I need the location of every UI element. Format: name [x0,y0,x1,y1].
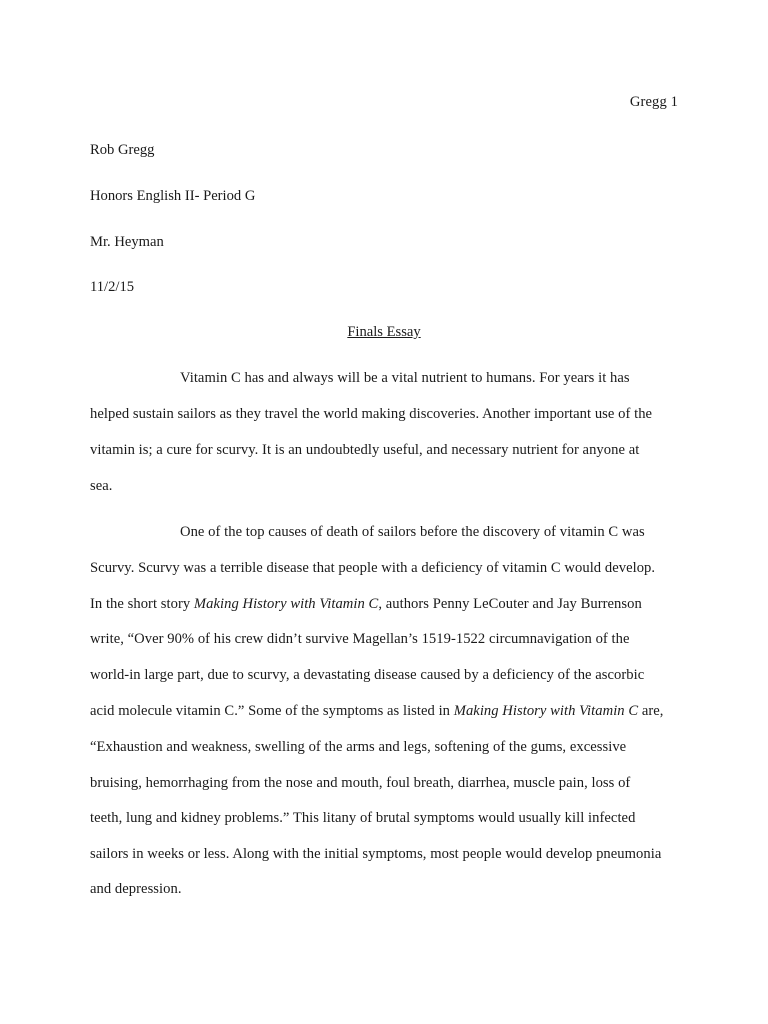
text-run: In the short story [90,596,194,612]
essay-title: Finals Essay [347,324,421,340]
paragraph-line [90,596,642,613]
running-head: Gregg 1 [629,94,678,110]
paragraph-line: bruising, hemorrhaging from the nose and mouth, foul breath, diarrhea, muscle pain, loss of [90,775,631,791]
teacher-name: Mr. Heyman [90,234,164,250]
paragraph-line: write, “Over 90% of his crew didn’t survive Magellan’s 1519-1522 circumnavigation of the [90,631,630,647]
paragraph-line: sea. [90,478,113,494]
text-run: , authors Penny LeCouter and Jay Burrenson [378,596,642,612]
course-name: Honors English II- Period G [90,188,256,204]
paragraph-line: vitamin is; a cure for scurvy. It is an undoubtedly useful, and necessary nutrient for anyone at [90,442,640,458]
text-run: are, [638,703,664,719]
essay-date: 11/2/15 [90,279,135,295]
paragraph-line: “Exhaustion and weakness, swelling of the arms and legs, softening of the gums, excessive [90,739,627,755]
paragraph-line: world-in large part, due to scurvy, a devastating disease caused by a deficiency of the ascorbic [90,667,645,683]
story-title: Making History with Vitamin C [193,596,379,612]
paragraph-line: One of the top causes of death of sailors before the discovery of vitamin C was [180,524,645,540]
paragraph-line: helped sustain sailors as they travel the world making discoveries. Another important use of the [90,406,653,422]
paragraph-line: Scurvy. Scurvy was a terrible disease that people with a deficiency of vitamin C would develop. [90,560,656,576]
paragraph-line: and depression. [90,881,182,897]
student-name: Rob Gregg [90,142,155,158]
paragraph-line: sailors in weeks or less. Along with the initial symptoms, most people would develop pneumonia [90,846,662,862]
paragraph-line: Vitamin C has and always will be a vital nutrient to humans. For years it has [180,370,630,386]
story-title: Making History with Vitamin C [453,703,639,719]
paragraph-line: teeth, lung and kidney problems.” This litany of brutal symptoms would usually kill infected [90,810,636,826]
paragraph-line [90,703,664,720]
text-run: acid molecule vitamin C.” Some of the symptoms as listed in [90,703,454,719]
